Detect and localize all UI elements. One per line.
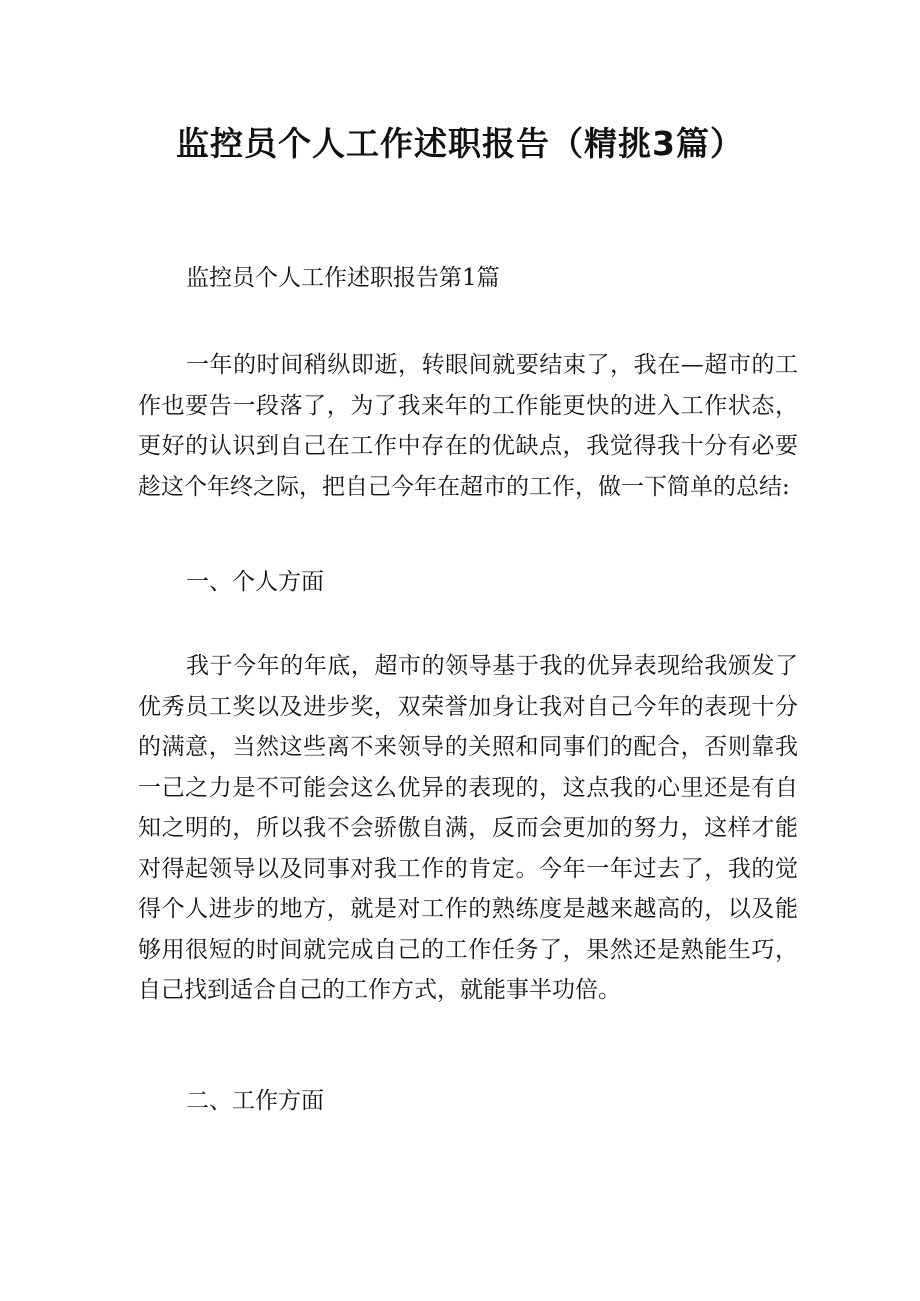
document-title: 监控员个人工作述职报告（精挑3篇） bbox=[176, 124, 744, 163]
paragraph-intro: 一年的时间稍纵即逝，转眼间就要结束了，我在—超市的工作也要告一段落了，为了我来年的工作能更快的进入工作状态，更好的认识到自己在工作中存在的优缺点，我觉得我十分有必要趁这个年终之际，把自己今年在超市的工作，做一下简单的总结: bbox=[138, 352, 798, 500]
paragraph-personal: 我于今年的年底，超市的领导基于我的优异表现给我颁发了优秀员工奖以及进步奖，双荣誉加身让我对自己今年的表现十分的满意，当然这些离不来领导的关照和同事们的配合，否则靠我一己之力是不可能会这么优异的表现的，这点我的心里还是有自知之明的，所以我不会骄傲自满，反而会更加的努力，这样才能对得起领导以及同事对我工作的肯定。今年一年过去了，我的觉得个人进步的地方，就是对工作的熟练度是越来越高的，以及能够用很短的时间就完成自己的工作任务了，果然还是熟能生巧，自己找到适合自己的工作方式，就能事半功倍。 bbox=[138, 653, 798, 1003]
section-heading-work: 二、工作方面 bbox=[186, 1088, 324, 1114]
section-heading-personal: 一、个人方面 bbox=[186, 569, 324, 595]
report-subtitle: 监控员个人工作述职报告第1篇 bbox=[186, 265, 500, 291]
